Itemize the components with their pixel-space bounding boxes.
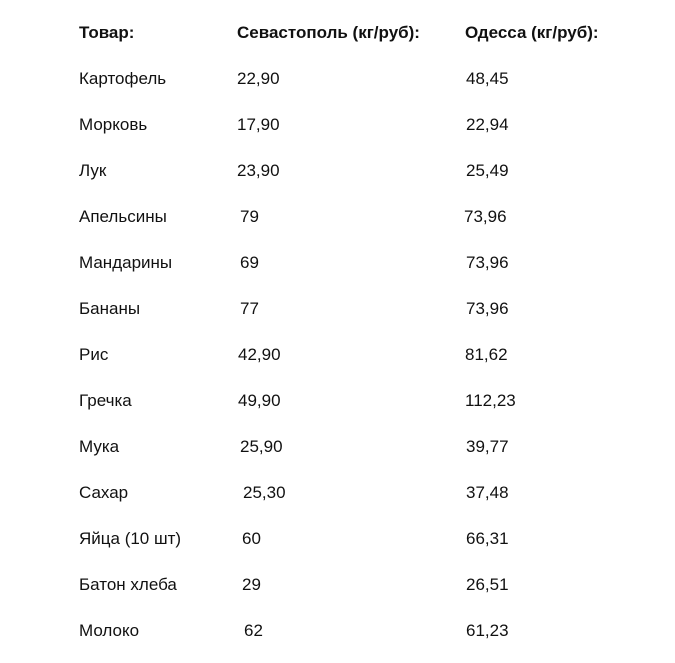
table-row [0,159,675,183]
sevastopol-price: 60 [242,529,261,548]
odessa-price: 66,31 [466,529,509,548]
product-name: Морковь [79,115,148,134]
odessa-price: 112,23 [465,391,516,410]
table-row [0,527,675,551]
sevastopol-price: 69 [240,253,259,272]
sevastopol-price: 29 [242,575,261,594]
odessa-price: 73,96 [466,299,509,318]
odessa-price: 26,51 [466,575,509,594]
odessa-price: 39,77 [466,437,509,456]
product-name: Мука [79,437,120,456]
table-row [0,481,675,505]
odessa-price: 22,94 [466,115,509,134]
sevastopol-price: 42,90 [238,345,281,364]
odessa-price: 81,62 [465,345,508,364]
product-name: Молоко [79,621,140,640]
table-row [0,251,675,275]
product-name: Гречка [79,391,132,410]
table-header-row [0,21,675,45]
sevastopol-price: 22,90 [237,69,280,88]
odessa-price: 25,49 [466,161,509,180]
odessa-price: 37,48 [466,483,509,502]
table-row [0,573,675,597]
product-name: Картофель [79,69,167,88]
header-odessa: Одесса (кг/руб): [465,23,599,42]
product-name: Батон хлеба [79,575,177,594]
odessa-price: 73,96 [466,253,509,272]
table-row [0,67,675,91]
odessa-price: 73,96 [464,207,507,226]
odessa-price: 48,45 [466,69,509,88]
table-row [0,435,675,459]
odessa-price: 61,23 [466,621,509,640]
header-product: Товар: [79,23,135,42]
sevastopol-price: 25,90 [240,437,283,456]
sevastopol-price: 77 [240,299,259,318]
table-row [0,619,675,643]
table-row [0,297,675,321]
sevastopol-price: 62 [244,621,263,640]
sevastopol-price: 23,90 [237,161,280,180]
table-row [0,343,675,367]
product-name: Яйца (10 шт) [79,529,182,548]
product-name: Рис [79,345,109,364]
table-row [0,205,675,229]
sevastopol-price: 49,90 [238,391,281,410]
sevastopol-price: 25,30 [243,483,286,502]
table-row [0,389,675,413]
header-sevastopol: Севастополь (кг/руб): [237,23,420,42]
product-name: Сахар [79,483,129,502]
product-name: Бананы [79,299,141,318]
product-name: Мандарины [79,253,173,272]
product-name: Лук [79,161,107,180]
table-row [0,113,675,137]
sevastopol-price: 79 [240,207,259,226]
sevastopol-price: 17,90 [237,115,280,134]
product-name: Апельсины [79,207,167,226]
